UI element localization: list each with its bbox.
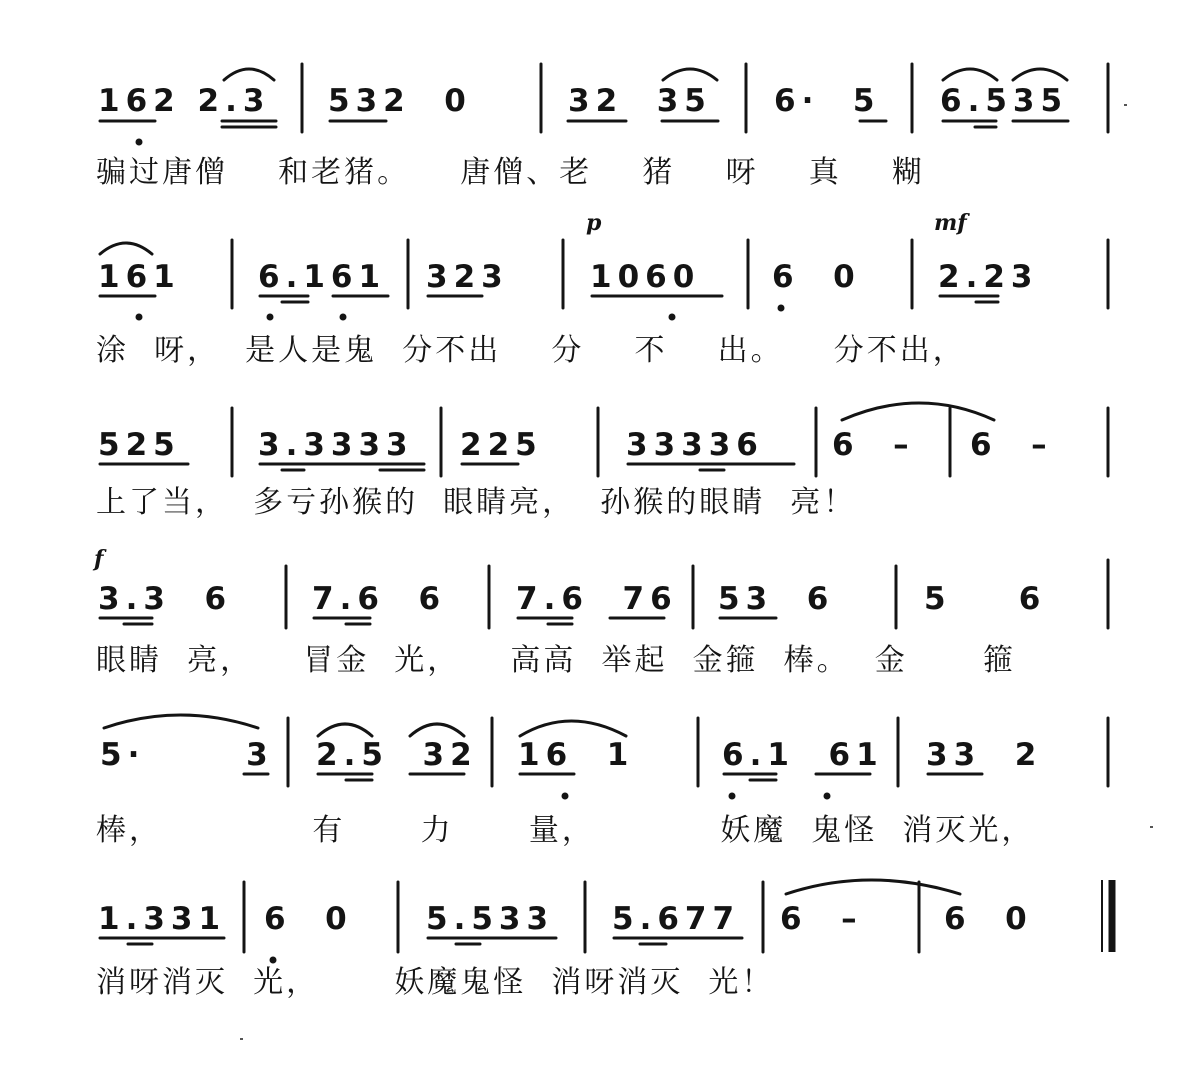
- measure: 6· 5: [774, 83, 881, 119]
- measure: 5· 3: [100, 737, 274, 773]
- measure: 6 0: [944, 901, 1033, 937]
- measure: 6.161: [258, 259, 387, 295]
- measure: 6 0: [772, 259, 861, 295]
- measure: 5 6: [924, 581, 1047, 617]
- measure: 6 –: [832, 427, 915, 463]
- measure: 7.6 76: [516, 581, 678, 617]
- measure: 33336: [626, 427, 764, 463]
- dynamic-p: p: [586, 210, 602, 236]
- scan-speck: [1124, 104, 1127, 106]
- lyrics-line-3: 上了当， 多亏孙猴的 眼睛亮， 孙猴的眼睛 亮！: [96, 485, 857, 520]
- measure: 161: [98, 259, 181, 295]
- measure: 53 6: [718, 581, 835, 617]
- measure: 6 –: [780, 901, 863, 937]
- measure: 162 2.3: [98, 83, 271, 119]
- measure: 1.331: [98, 901, 227, 937]
- measure: 33 2: [926, 737, 1043, 773]
- measure: 3.3333: [258, 427, 414, 463]
- measure: 6 0: [264, 901, 353, 937]
- dynamic-f: f: [94, 546, 104, 572]
- measure: 6 –: [970, 427, 1053, 463]
- measure: 2.5 32: [316, 737, 478, 773]
- measure: 525: [98, 427, 181, 463]
- measure: 2.23: [938, 259, 1039, 295]
- scan-speck: [1150, 826, 1153, 828]
- measure: 1060: [590, 259, 701, 295]
- dynamic-mf: mf: [934, 210, 967, 236]
- measure: 6.1 61: [722, 737, 884, 773]
- measure: 5.533: [426, 901, 555, 937]
- lyrics-line-5: 棒， 有 力 量， 妖魔 鬼怪 消灭光，: [96, 813, 1035, 848]
- lyrics-line-6: 消呀消灭 光， 妖魔鬼怪 消呀消灭 光！: [96, 965, 775, 1000]
- measure: 5.677: [612, 901, 741, 937]
- measure: 6.535: [940, 83, 1069, 119]
- scan-speck: [240, 1038, 243, 1040]
- lyrics-line-4: 眼睛 亮， 冒金 光， 高高 举起 金箍 棒。 金 箍: [96, 643, 1016, 678]
- measure: 323: [426, 259, 509, 295]
- measure: 16 1: [518, 737, 635, 773]
- lyrics-line-2: 涂 呀， 是人是鬼 分不出 分 不 出。 分不出，: [96, 333, 966, 368]
- measure: 3.3 6: [98, 581, 233, 617]
- measure: 32 35: [568, 83, 712, 119]
- lyrics-line-1: 骗过唐僧 和老猪。 唐僧、老 猪 呀 真 糊: [96, 155, 925, 190]
- measure: 532 0: [328, 83, 472, 119]
- measure: 225: [460, 427, 543, 463]
- measure: 7.6 6: [312, 581, 447, 617]
